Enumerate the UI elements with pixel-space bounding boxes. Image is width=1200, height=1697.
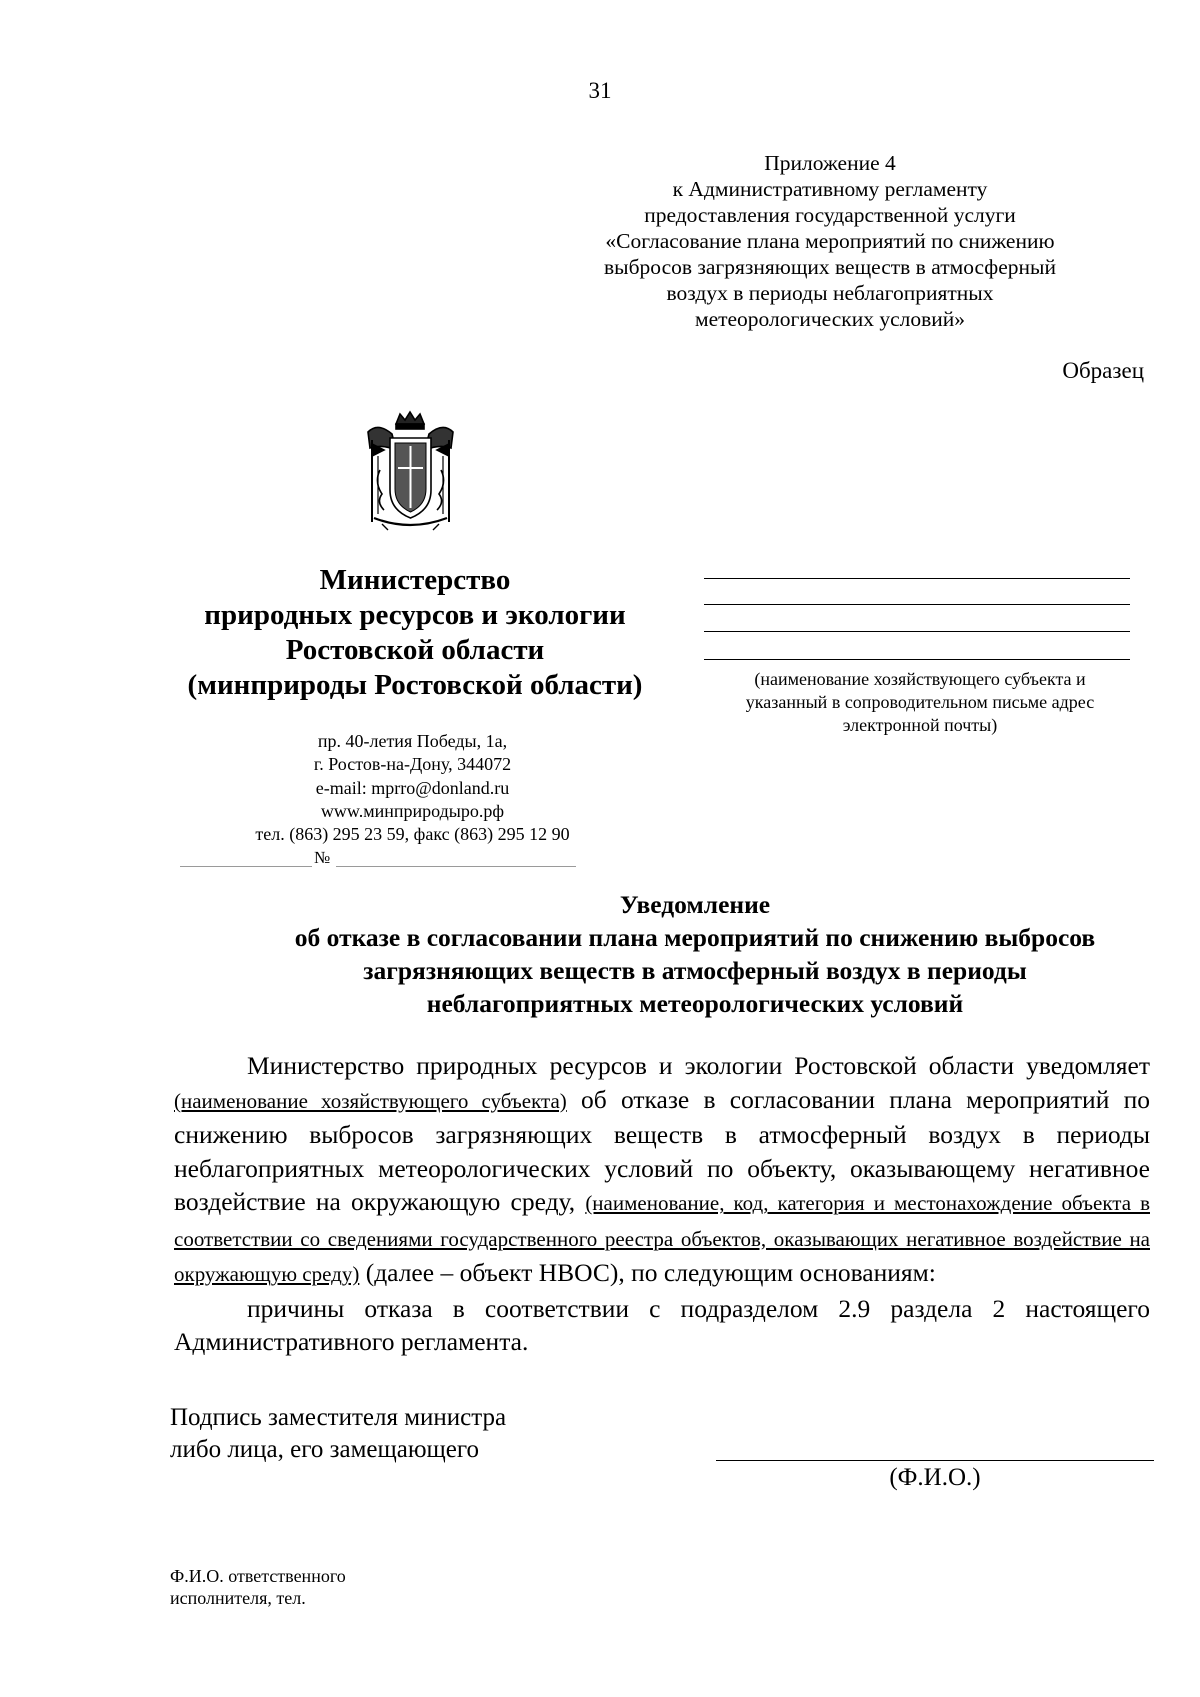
recipient-blank-line — [704, 604, 1130, 605]
executor-line: исполнителя, тел. — [170, 1588, 306, 1608]
number-sign: № — [314, 848, 331, 867]
recipient-caption-line: электронной почты) — [842, 715, 998, 735]
appendix-line: метеорологических условий» — [694, 307, 966, 331]
appendix-line: к Административному регламенту — [672, 177, 988, 201]
body-paragraph — [174, 1049, 1150, 1292]
notice-title-line: неблагоприятных метеорологических условий — [426, 989, 964, 1018]
ministry-name-line: Ростовской области — [285, 634, 545, 666]
ministry-name-line: Министерство — [319, 564, 511, 596]
notice-title-line: об отказе в согласовании плана мероприятий по снижению выбросов — [294, 923, 1096, 952]
placeholder-object-details: (наименование, код, категория и местонахождение объекта в соответствии со сведениями государственного реестра объектов, оказывающих негативное воздействие на окружающую среду) — [174, 1191, 1150, 1286]
recipient-caption-line: (наименование хозяйствующего субъекта и — [754, 669, 1086, 689]
appendix-line: предоставления государственной услуги — [644, 203, 1016, 227]
notice-body — [174, 1049, 1150, 1359]
appendix-line: «Согласование плана мероприятий по снижению — [605, 229, 1055, 253]
signature-label-line: либо лица, его замещающего — [170, 1436, 480, 1463]
appendix-line: выбросов загрязняющих веществ в атмосферный — [604, 255, 1056, 279]
appendix-line: Приложение 4 — [764, 151, 896, 175]
date-blank-line — [180, 866, 312, 867]
recipient-blank-line — [704, 631, 1130, 632]
signature-blank-line — [716, 1460, 1154, 1461]
appendix-line: воздух в периоды неблагоприятных — [666, 281, 994, 305]
website-line: www.минприродыро.рф — [320, 800, 505, 821]
sample-label: Образец — [1062, 358, 1144, 383]
body-text-segment: Министерство природных ресурсов и экологии Ростовской области уведомляет — [247, 1051, 1150, 1080]
recipient-blank-line — [704, 578, 1130, 579]
executor-line: Ф.И.О. ответственного — [170, 1566, 346, 1586]
signer-fio: (Ф.И.О.) — [889, 1464, 981, 1491]
coat-of-arms-icon — [358, 410, 463, 535]
appendix-reference — [590, 150, 1070, 332]
page-number: 31 — [588, 78, 612, 103]
placeholder-entity-name: (наименование хозяйствующего субъекта) — [174, 1088, 567, 1113]
notice-title — [230, 888, 1160, 1020]
notice-title-line: Уведомление — [619, 890, 771, 919]
recipient-caption-line: указанный в сопроводительном письме адрес — [745, 692, 1095, 712]
ministry-address — [190, 730, 635, 846]
ministry-name-line: (минприроды Ростовской области) — [187, 669, 643, 701]
signature-label-line: Подпись заместителя министра — [170, 1404, 507, 1431]
recipient-blank-line — [704, 659, 1130, 660]
ministry-name — [150, 563, 680, 703]
ministry-name-line: природных ресурсов и экологии — [204, 599, 626, 631]
phone-fax-line: тел. (863) 295 23 59, факс (863) 295 12 90 — [255, 824, 570, 845]
body-text-segment: об отказе в согласовании плана мероприятий по снижению выбросов загрязняющих веществ в атмосферный воздух в периоды неблагоприятных метеорологических условий по объекту, оказывающему негативное воздействие на окружающую среду, — [174, 1084, 1150, 1216]
address-line: г. Ростов-на-Дону, 344072 — [313, 754, 512, 775]
registration-number-line — [180, 848, 576, 870]
notice-title-line: загрязняющих веществ в атмосферный воздух в периоды — [363, 956, 1027, 985]
number-blank-line — [336, 866, 576, 867]
executor-info — [170, 1565, 346, 1609]
body-paragraph: причины отказа в соответствии с подразделом 2.9 раздела 2 настоящего Административного регламента. — [174, 1293, 1150, 1356]
signature-label — [170, 1402, 506, 1466]
email-line: e-mail: mprro@donland.ru — [315, 777, 510, 798]
recipient-caption — [700, 668, 1140, 737]
body-text-segment: (далее – объект НВОС), по следующим основаниям: — [359, 1258, 936, 1287]
address-line: пр. 40-летия Победы, 1а, — [317, 731, 508, 751]
